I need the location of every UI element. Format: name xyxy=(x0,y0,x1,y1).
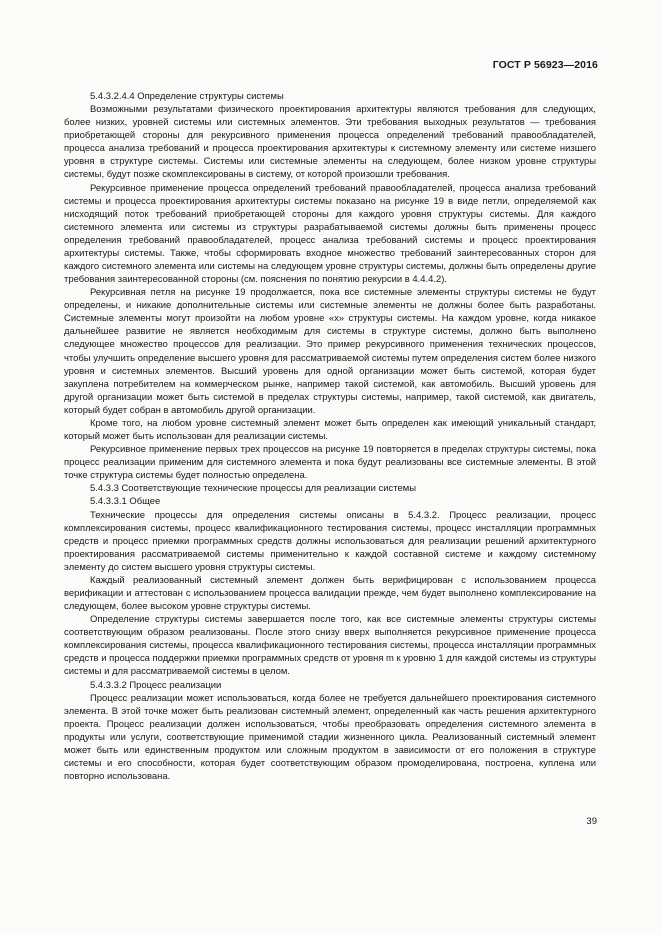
page-number: 39 xyxy=(586,816,597,827)
body-paragraph: Технические процессы для определения системы описаны в 5.4.3.2. Процесс реализации, процесс комплексирования системы, процесс квалификационного тестирования системы, процесс инсталляции программных средств и процесс приемки программных средств должны использоваться для реализации решений архитектурного проектирования рассматриваемой системы применительно к каждой составной системе и каждому системному элементу до систем высшего уровня структуры системы. xyxy=(64,509,596,573)
body-paragraph: Рекурсивное применение первых трех процессов на рисунке 19 повторяется в пределах структуры системы, пока процесс реализации применим для системного элемента и пока будут реализованы все системные элементы. В этой точке структура системы будет полностью определена. xyxy=(64,444,596,482)
body-paragraph: Рекурсивная петля на рисунке 19 продолжается, пока все системные элементы структуры системы не будут определены, и никакие дополнительные системы или системные элементы не должны более быть разработаны. Системные элементы могут произойти на любом уровне «х» структуры системы. На каждом уровне, когда никакое дальнейшее развитие не является необходимым для системы в структуре системы, должно быть выполнено следующее множество процессов для реализации. Это пример рекурсивного применения технических процессов, чтобы улучшить определение высшего уровня для рассматриваемой системы путем определения систем более низкого уровня и системных элементов. Высший уровень для одной организации может быть системой, которая будет закуплена потребителем на коммерческом рынке, например такой системой, как автомобиль. Высший уровень для другой организации может быть системой в пределах структуры системы, например, такой системой, как двигатель, который будет собран в автомобиль другой организации. xyxy=(64,287,596,416)
body-paragraph: Рекурсивное применение процесса определений требований правообладателей, процесса анализа требований системы и процесса проектирования архитектуры системы показано на рисунке 19 в виде петли, определяемой как нисходящий поток требований приобретающей стороны для каждого уровня структуры системы. Для каждого системного элемента или системы из структуры разрабатываемой системы должны быть применены процесс определения требований правообладателей, процесс анализа требований системы и процесс проектирования архитектуры системы. Также, чтобы сформировать входное множество требований заинтересованных сторон для каждого системного элемента или системы на следующем уровне структуры системы, должны быть определены другие требования заинтересованной стороны (см. пояснения по понятию рекурсии в 4.4.4.2). xyxy=(64,182,596,286)
section-heading: 5.4.3.2.4.4 Определение структуры системы xyxy=(90,91,284,102)
section-heading: 5.4.3.3.2 Процесс реализации xyxy=(90,679,222,691)
body-paragraph: Возможными результатами физического проектирования архитектуры являются требования для следующих, более низких, уровней системы или системных элементов. Эти требования выходных результатов — требования приобретающей стороны для рекурсивного применения процесса определений требований правообладателей, процесса анализа требований и процесса проектирования архитектуры к системному элементу или системе низшего уровня в структуре системы. Системы или системные элементы на следующем, более низком уровне структуры системы, будут позже скомплексированы в систему, от которой произошли требования. xyxy=(64,104,596,181)
document-body xyxy=(64,90,596,783)
body-paragraph: Кроме того, на любом уровне системный элемент может быть определен как имеющий уникальный стандарт, который может быть использован для реализации системы. xyxy=(64,417,596,443)
body-paragraph: Каждый реализованный системный элемент должен быть верифицирован с использованием процесса верификации и аттестован с использованием процесса валидации прежде, чем будет выполнено комплексирование на следующем, более высоком уровне структуры системы. xyxy=(64,574,596,613)
section-heading: 5.4.3.3.1 Общее xyxy=(90,496,161,508)
section-heading: 5.4.3.3 Соответствующие технические процессы для реализации системы xyxy=(90,483,416,495)
body-paragraph: Процесс реализации может использоваться, когда более не требуется дальнейшего проектирования системного элемента. В этой точке может быть реализован системный элемент, определенный как часть решения архитектурного проекта. Процесс реализации должен использоваться, чтобы преобразовать определения системного элемента в продукты или услуги, соответствующие применимой стадии жизненного цикла. Реализованный системный элемент может быть или единственным продуктом или сложным продуктом в зависимости от его положения в структуре системы и его способности, которая будет соответствующим образом промоделирована, построена, куплена или повторно использована. xyxy=(64,692,596,783)
document-standard-id: ГОСТ Р 56923—2016 xyxy=(492,59,598,71)
body-paragraph: Определение структуры системы завершается после того, как все системные элементы структуры системы соответствующим образом реализованы. После этого снизу вверх выполняется рекурсивное применение процесса комплексирования системы, процесса квалификационного тестирования системы, процесса инсталляции программных средств и процесса поддержки приемки программных средств от уровня m к уровню 1 для каждой системы из структуры системы и для рассматриваемой системы в целом. xyxy=(64,614,596,678)
